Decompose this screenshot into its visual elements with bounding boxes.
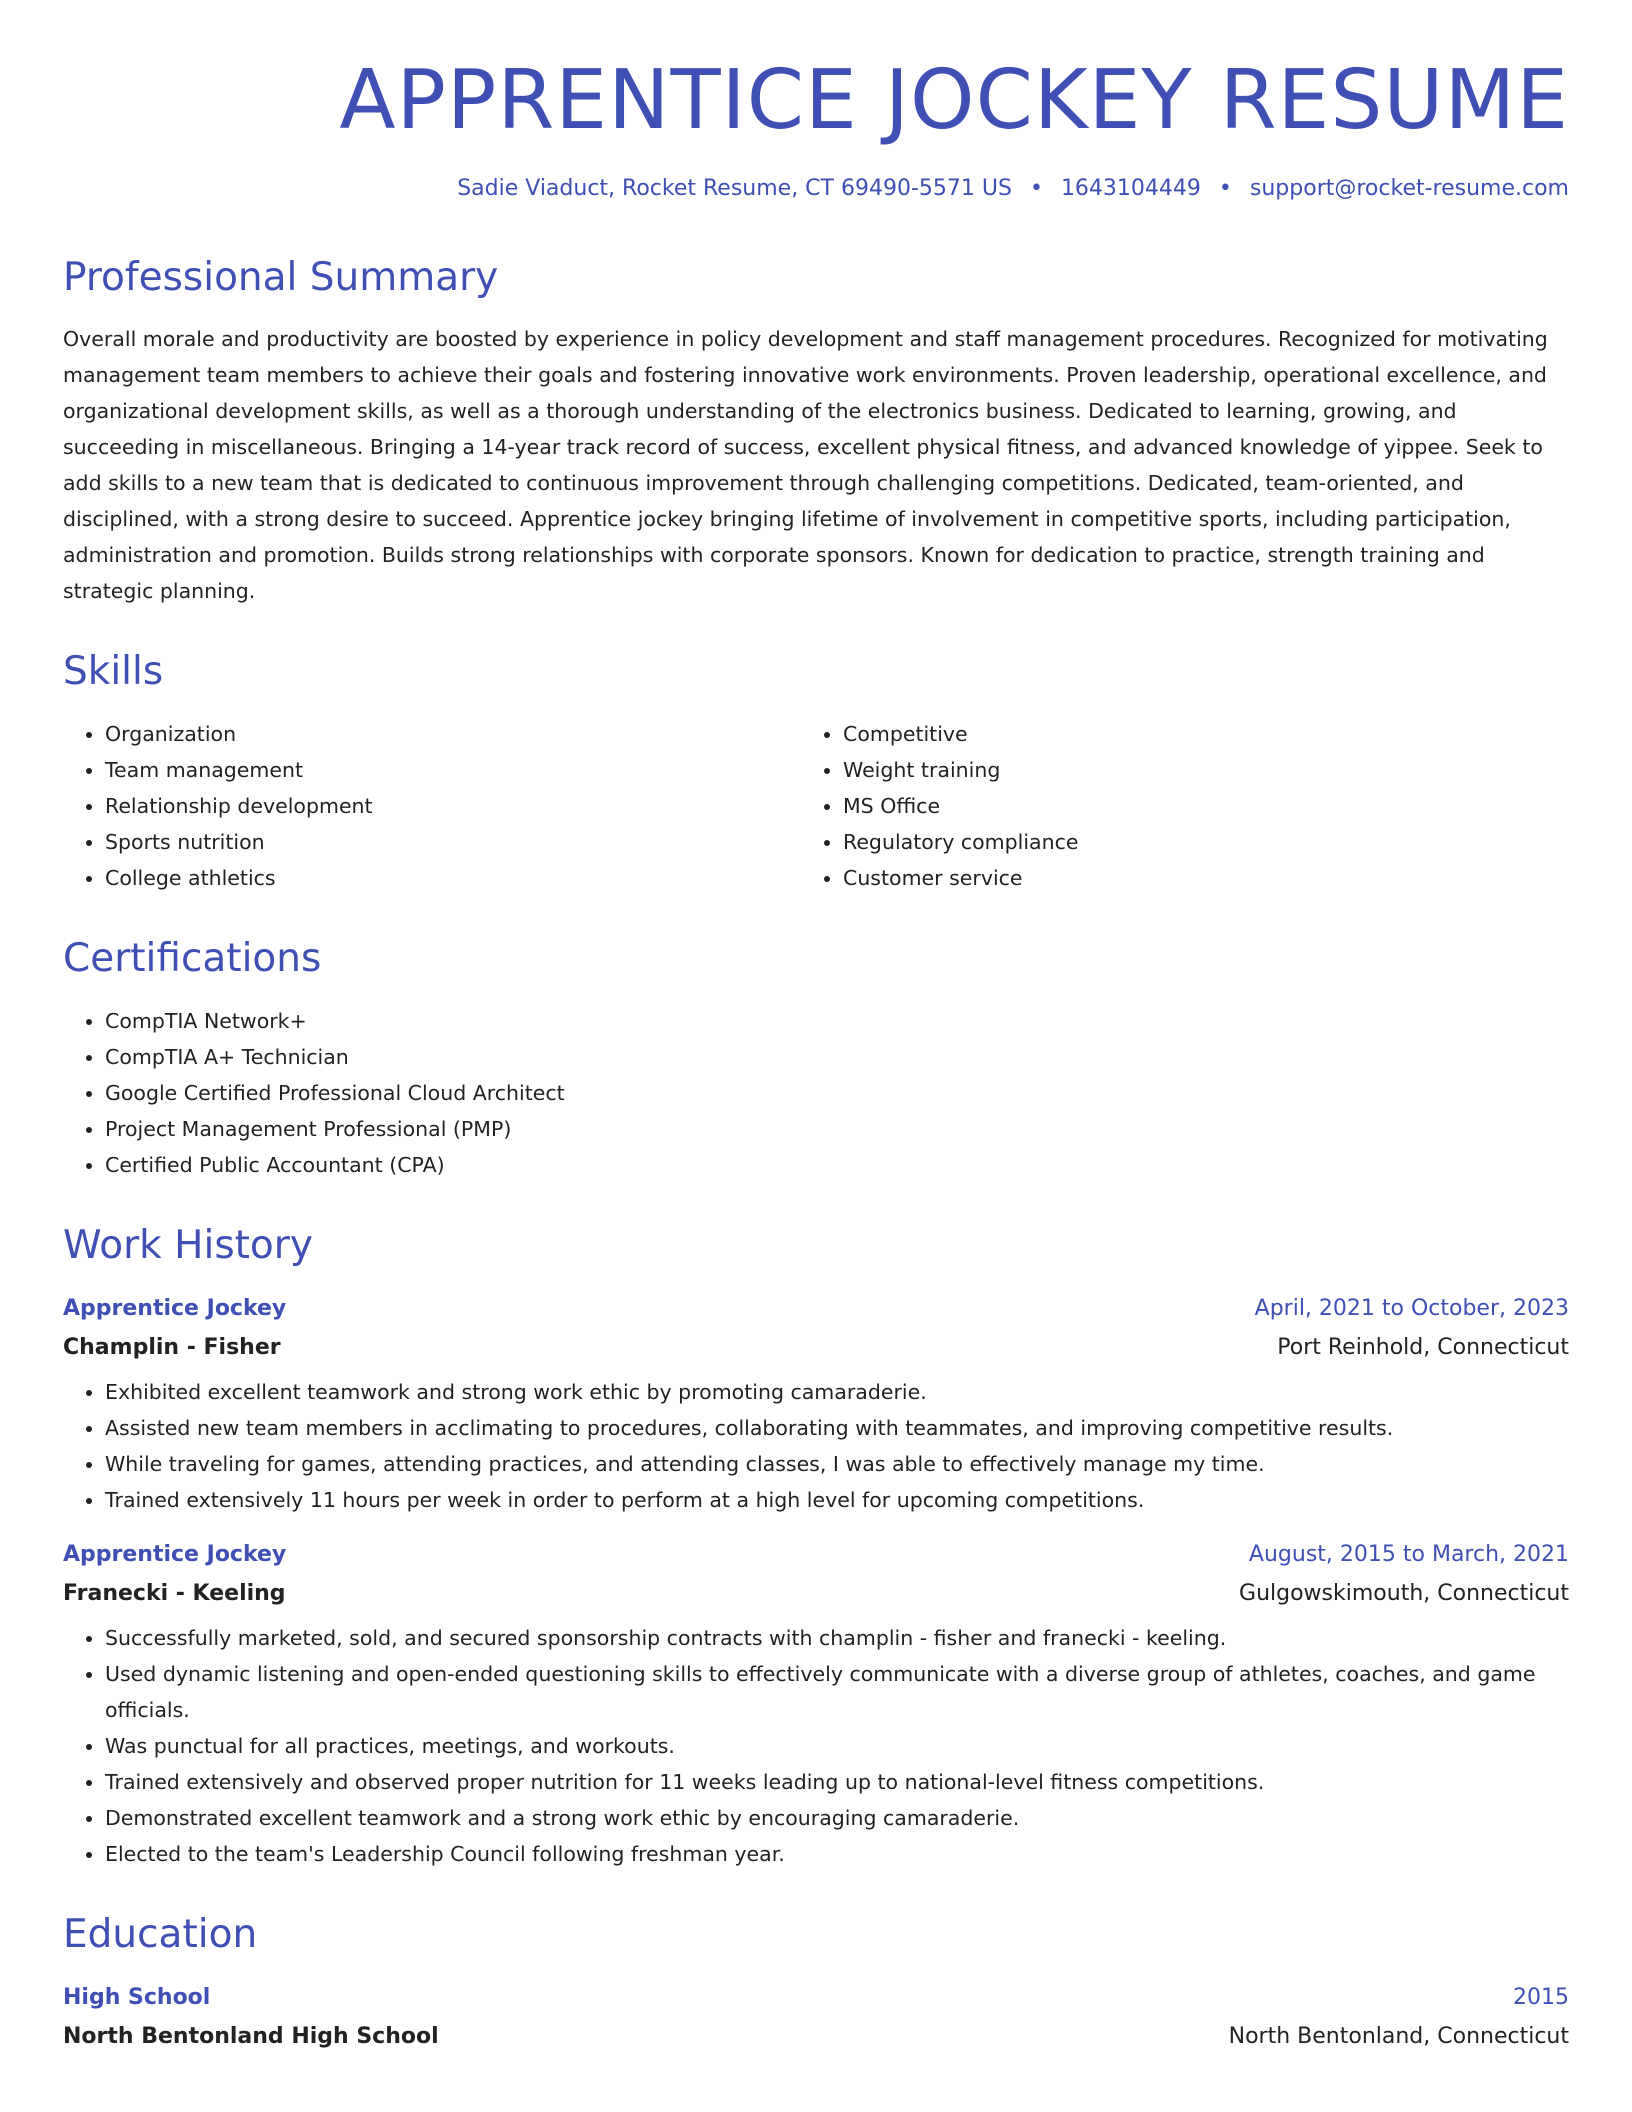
skill-item: • Team management (105, 752, 801, 788)
skill-item: • MS Office (843, 788, 1539, 824)
skill-item: • College athletics (105, 860, 801, 896)
certification-item: • Google Certified Professional Cloud Architect (105, 1075, 1569, 1111)
certification-item: • Certified Public Accountant (CPA) (105, 1147, 1569, 1183)
job-bullet: • Trained extensively 11 hours per week in order to perform at a high level for upcoming competitions. (105, 1482, 1569, 1518)
skill-item: • Regulatory compliance (843, 824, 1539, 860)
job-entry (63, 1536, 1569, 1872)
resume-header (63, 53, 1569, 203)
certification-item: • Project Management Professional (PMP) (105, 1111, 1569, 1147)
education-location: North Bentonland, Connecticut (1228, 2024, 1569, 2050)
job-bullet: • Was punctual for all practices, meetings, and workouts. (105, 1728, 1569, 1764)
skills-section (63, 651, 1569, 896)
education-year: 2015 (1513, 1985, 1569, 2011)
job-bullets (63, 1620, 1569, 1872)
job-location: Gulgowskimouth, Connecticut (1239, 1581, 1569, 1607)
skill-item: • Organization (105, 716, 801, 752)
job-employer-row (63, 1574, 1569, 1614)
job-title-row (63, 1536, 1569, 1574)
skills-grid (63, 716, 1569, 896)
resume-title: APPRENTICE JOCKEY RESUME (339, 53, 1569, 148)
job-employer: Champlin - Fisher (63, 1335, 281, 1361)
job-title: Apprentice Jockey (63, 1296, 287, 1322)
certifications-heading: Certifications (63, 936, 322, 982)
skill-item: • Weight training (843, 752, 1539, 788)
job-bullet: • Trained extensively and observed proper nutrition for 11 weeks leading up to national-level fitness competitions. (105, 1764, 1569, 1800)
skill-item: • Customer service (843, 860, 1539, 896)
job-dates: August, 2015 to March, 2021 (1248, 1542, 1569, 1568)
skills-column-left (63, 716, 801, 896)
job-bullet: • Exhibited excellent teamwork and strong work ethic by promoting camaraderie. (105, 1374, 1569, 1410)
job-bullet: • Used dynamic listening and open-ended questioning skills to effectively communicate with a diverse group of athletes, coaches, and game officials. (105, 1656, 1569, 1728)
job-location: Port Reinhold, Connecticut (1277, 1335, 1569, 1361)
summary-heading: Professional Summary (63, 254, 499, 300)
skill-item: • Relationship development (105, 788, 801, 824)
job-dates: April, 2021 to October, 2023 (1254, 1296, 1569, 1322)
contact-separator: • (1029, 176, 1043, 202)
education-degree: High School (63, 1985, 211, 2011)
job-title: Apprentice Jockey (63, 1542, 287, 1568)
certifications-section (63, 938, 1569, 1183)
education-degree-row (63, 1979, 1569, 2017)
education-school-row (63, 2017, 1569, 2057)
certification-item: • CompTIA A+ Technician (105, 1039, 1569, 1075)
contact-line (63, 176, 1569, 202)
job-bullet: • Assisted new team members in acclimating to procedures, collaborating with teammates, and improving competitive results. (105, 1410, 1569, 1446)
work-history-section (63, 1225, 1569, 1872)
skills-list-left (63, 716, 801, 896)
job-bullet: • Successfully marketed, sold, and secured sponsorship contracts with champlin - fisher and franecki - keeling. (105, 1620, 1569, 1656)
education-school: North Bentonland High School (63, 2024, 439, 2050)
job-bullet: • Demonstrated excellent teamwork and a strong work ethic by encouraging camaraderie. (105, 1800, 1569, 1836)
job-bullet: • Elected to the team's Leadership Council following freshman year. (105, 1836, 1569, 1872)
skill-item: • Sports nutrition (105, 824, 801, 860)
skill-item: • Competitive (843, 716, 1539, 752)
job-title-row (63, 1290, 1569, 1328)
job-bullets (63, 1374, 1569, 1518)
summary-section (63, 254, 1569, 610)
certification-item: • CompTIA Network+ (105, 1003, 1569, 1039)
contact-separator: • (1218, 176, 1232, 202)
skills-column-right (801, 716, 1539, 896)
education-section (63, 1914, 1569, 2057)
education-heading: Education (63, 1912, 258, 1958)
job-entry (63, 1290, 1569, 1518)
job-employer-row (63, 1328, 1569, 1368)
contact-phone[interactable]: 1643104449 (1060, 176, 1201, 202)
skills-list-right (801, 716, 1539, 896)
work-history-heading: Work History (63, 1223, 313, 1269)
job-bullet: • While traveling for games, attending practices, and attending classes, I was able to effectively manage my time. (105, 1446, 1569, 1482)
job-employer: Franecki - Keeling (63, 1581, 286, 1607)
contact-email[interactable]: support@rocket-resume.com (1249, 176, 1569, 202)
skills-heading: Skills (63, 649, 164, 695)
contact-address: Sadie Viaduct, Rocket Resume, CT 69490-5571 US (457, 176, 1012, 202)
summary-text: Overall morale and productivity are boosted by experience in policy development and staff management procedures. Recognized for motivating management team members to achieve their goals and fostering innovative work environments. Proven leadership, operational excellence, and organizational development skills, as well as a thorough understanding of the electronics business. Dedicated to learning, growing, and succeeding in miscellaneous. Bringing a 14-year track record of success, excellent physical fitness, and advanced knowledge of yippee. Seek to add skills to a new team that is dedicated to continuous improvement through challenging competitions. Dedicated, team-oriented, and disciplined, with a strong desire to succeed. Apprentice jockey bringing lifetime of involvement in competitive sports, including participation, administration and promotion. Builds strong relationships with corporate sponsors. Known for dedication to practice, strength training and strategic planning. (63, 327, 1548, 604)
certifications-list (63, 1003, 1569, 1183)
